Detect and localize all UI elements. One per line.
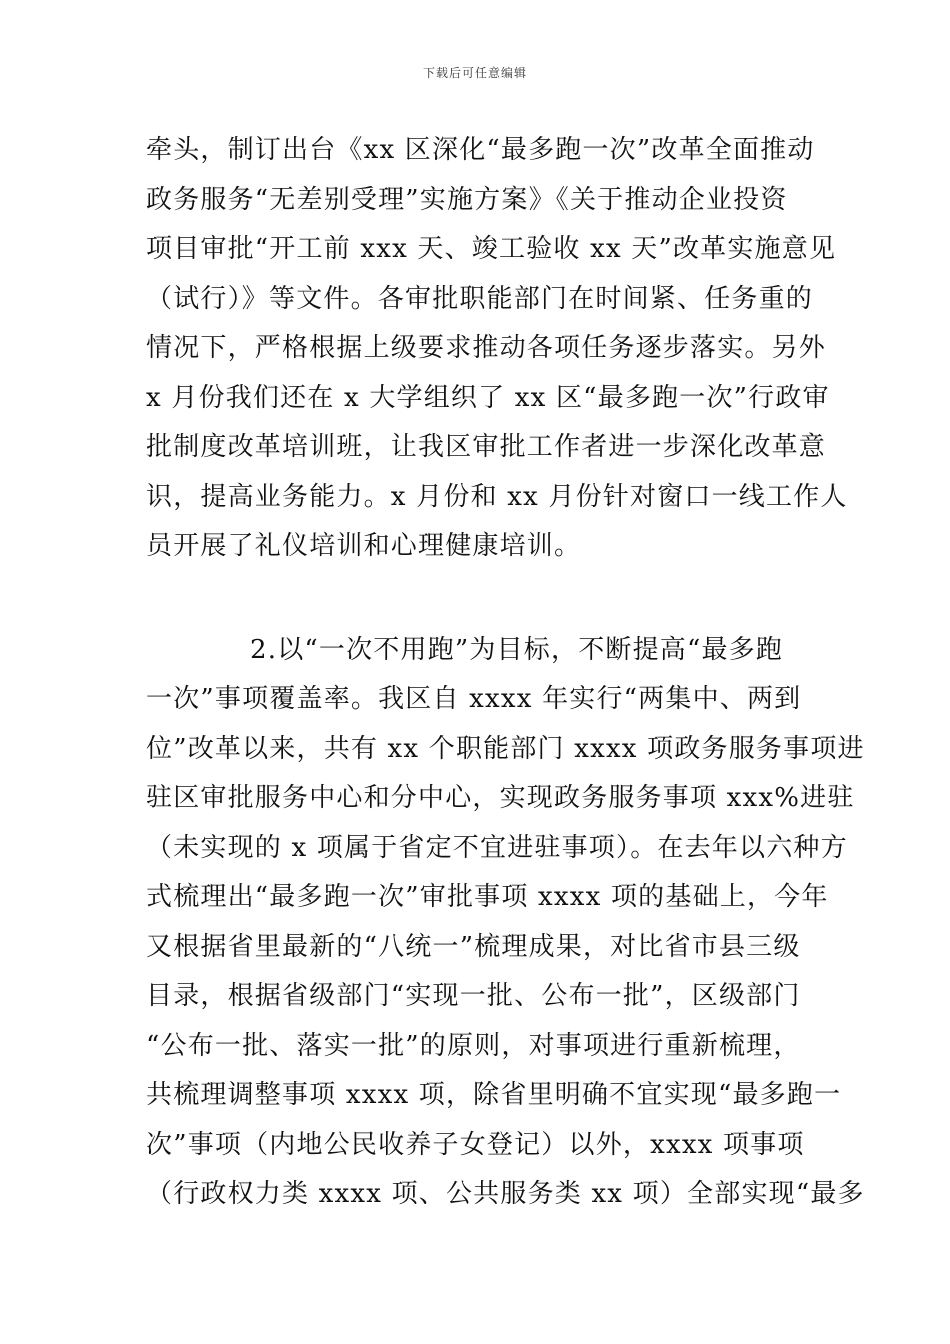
paragraph-line: x 月份我们还在 x 大学组织了 xx 区“最多跑一次”行政审 bbox=[146, 382, 830, 413]
paragraph-line: 次”事项（内地公民收养子女登记）以外，xxxx 项事项 bbox=[146, 1129, 805, 1160]
paragraph-line: “公布一批、落实一批”的原则，对事项进行重新梳理， bbox=[146, 1030, 801, 1061]
paragraph-line: 式梳理出“最多跑一次”审批事项 xxxx 项的基础上，今年 bbox=[146, 882, 829, 912]
paragraph-line: 情况下，严格根据上级要求推动各项任务逐步落实。另外 bbox=[146, 333, 827, 363]
paragraph-line: 2.以“一次不用跑”为目标，不断提高“最多跑 bbox=[250, 634, 784, 665]
paragraph-1 bbox=[146, 126, 848, 572]
paragraph-line: 牵头，制订出台《xx 区深化“最多跑一次”改革全面推动 bbox=[146, 135, 815, 165]
paragraph-line: 位”改革以来，共有 xx 个职能部门 xxxx 项政务服务事项进 bbox=[146, 733, 865, 764]
paragraph-line: 目录，根据省级部门“实现一批、公布一批”，区级部门 bbox=[146, 981, 801, 1011]
document-body bbox=[146, 126, 865, 1220]
paragraph-line: 共梳理调整事项 xxxx 项，除省里明确不宜实现“最多跑一 bbox=[146, 1080, 842, 1110]
paragraph-line: 员开展了礼仪培训和心理健康培训。 bbox=[146, 531, 582, 561]
paragraph-line: 又根据省里最新的“八统一”梳理成果，对比省市县三级 bbox=[146, 931, 801, 962]
paragraph-spacer bbox=[146, 572, 808, 626]
paragraph-line: 识，提高业务能力。x 月份和 xx 月份针对窗口一线工作人 bbox=[146, 481, 848, 512]
paragraph-line: （试行）》等文件。各审批职能部门在时间紧、任务重的 bbox=[146, 283, 814, 314]
paragraph-line: （未实现的 x 项属于省定不宜进驻事项）。在去年以六种方 bbox=[146, 832, 848, 863]
page-header: 下载后可任意编辑 bbox=[422, 66, 527, 80]
paragraph-2 bbox=[146, 626, 865, 1220]
paragraph-line: 政务服务“无差别受理”实施方案》《关于推动企业投资 bbox=[146, 184, 788, 215]
paragraph-line: 批制度改革培训班，让我区审批工作者进一步深化改革意 bbox=[146, 432, 827, 462]
paragraph-line: （行政权力类 xxxx 项、公共服务类 xx 项）全部实现“最多 bbox=[146, 1179, 865, 1209]
paragraph-line: 驻区审批服务中心和分中心，实现政务服务事项 xxx%进驻 bbox=[146, 783, 855, 813]
paragraph-line: 一次”事项覆盖率。我区自 xxxx 年实行“两集中、两到 bbox=[146, 684, 802, 714]
paragraph-line: 项目审批“开工前 xxx 天、竣工验收 xx 天”改革实施意见 bbox=[146, 234, 837, 264]
